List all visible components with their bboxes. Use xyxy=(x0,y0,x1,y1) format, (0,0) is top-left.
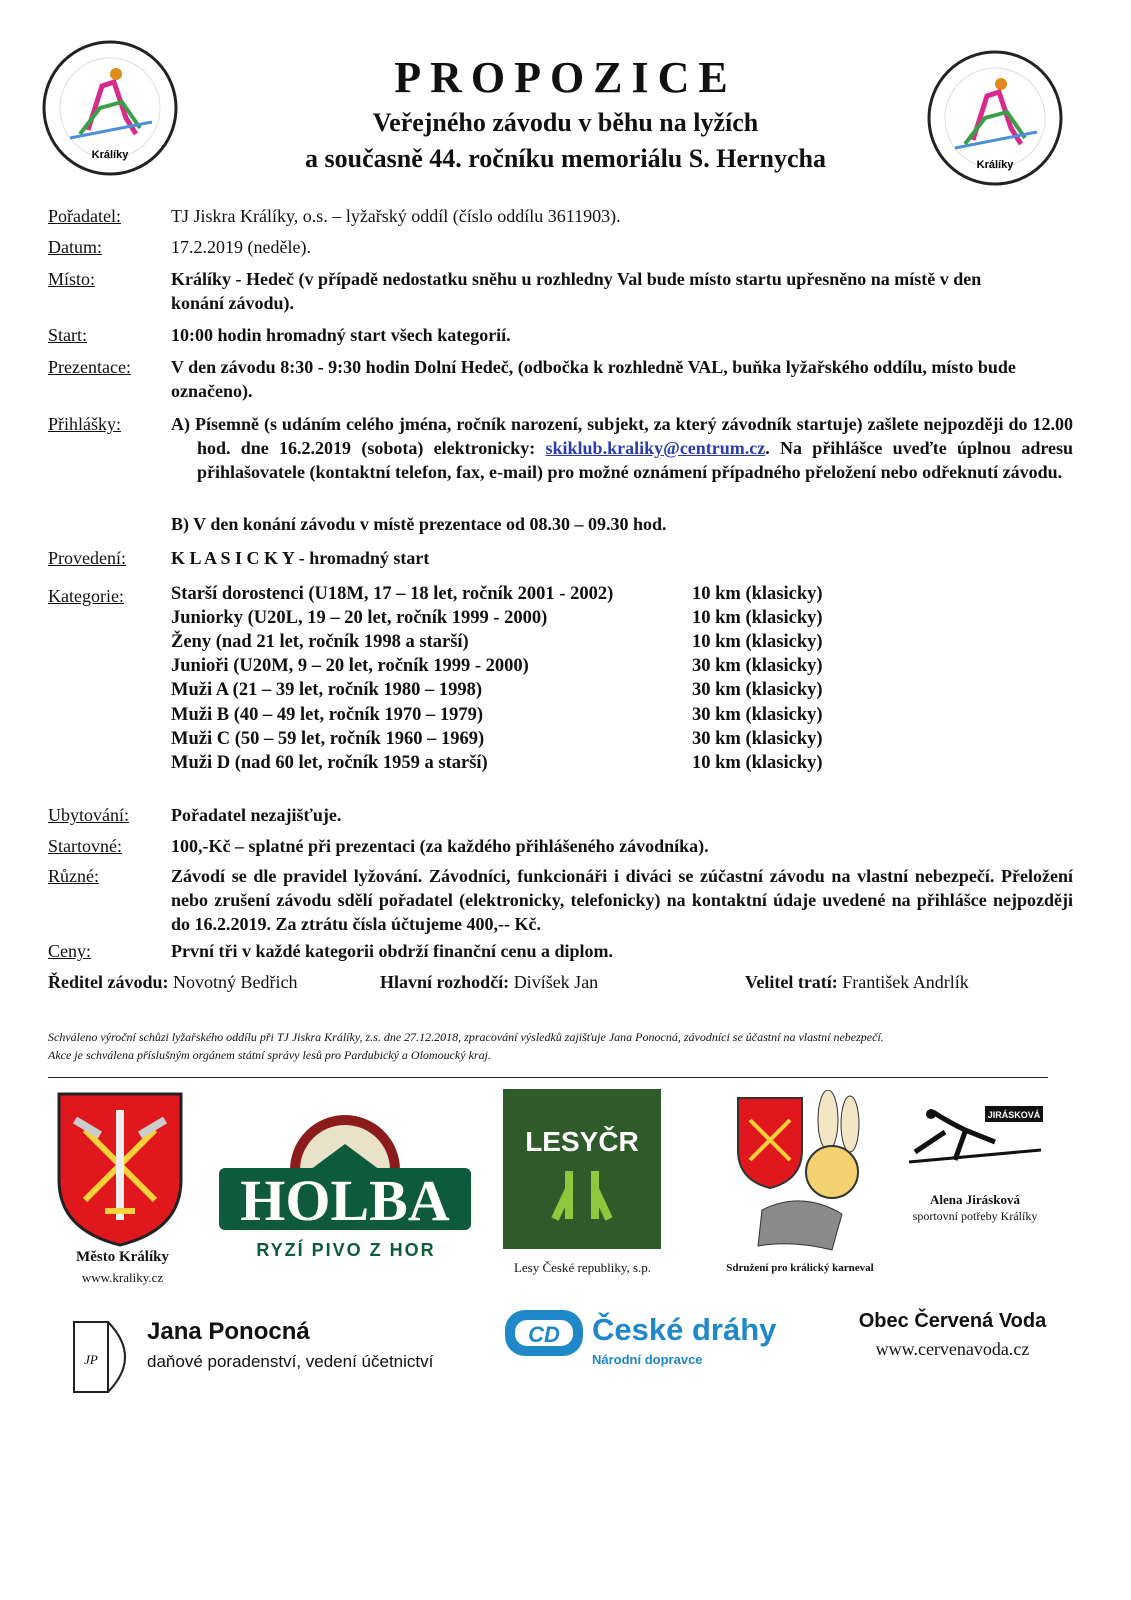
label-ubytovani: Ubytování: xyxy=(48,805,129,825)
category-name: Starší dorostenci (U18M, 17 – 18 let, ročník 2001 - 2002) xyxy=(171,584,614,604)
category-distance: 10 km (klasicky) xyxy=(692,608,823,628)
ceske-drahy-logo xyxy=(503,1306,585,1360)
obec-name: Obec Červená Voda xyxy=(858,1310,1047,1332)
category-name: Muži B (40 – 49 let, ročník 1970 – 1979) xyxy=(171,705,484,725)
mesto-web: www.kraliky.cz xyxy=(81,1270,164,1285)
category-name: Muži D (nad 60 let, ročník 1959 a starší) xyxy=(171,753,488,773)
footnote-line-1: Schváleno výroční schůzi lyžařského oddílu při TJ Jiskra Králíky, z.s. dne 27.12.2018, zpracování výsledků zajišťuje Jana Ponocná, závodníci se účastní na vlastní nebezpečí. xyxy=(48,1030,884,1044)
category-distance: 30 km (klasicky) xyxy=(692,656,823,676)
value-ubytovani: Pořadatel nezajišťuje. xyxy=(171,805,342,825)
divider xyxy=(48,1077,1048,1078)
category-name: Juniorky (U20L, 19 – 20 let, ročník 1999 - 2000) xyxy=(171,608,548,628)
label-misto: Místo: xyxy=(48,269,96,289)
karneval-caption: Sdružení pro králický karneval xyxy=(726,1262,874,1274)
category-name: Junioři (U20M, 9 – 20 let, ročník 1999 - 2000) xyxy=(171,656,529,676)
value-ceny: První tři v každé kategorii obdrží finanční cenu a diplom. xyxy=(171,941,614,961)
mesto-kraliky-shield xyxy=(55,1090,185,1248)
jiraskova-wordmark: JIRÁSKOVÁ xyxy=(987,1110,1041,1120)
svg-text:Králíky: Králíky xyxy=(976,159,1014,171)
value-prihlasky-a: A) Písemně (s udáním celého jména, ročník narození, subjekt, za který závodník startuje) zašlete nejpozději do 12.00 hod. dne 16.2.2019 (sobota) elektronicky: skiklub.kraliky@centrum.cz. Na přihlášce uveďte úplnou adresu přihlašovatele (kontaktní telefon, fax, e-mail) pro možné oznámení případného přeložení nebo odřeknutí závodu. xyxy=(171,414,1074,482)
subtitle-1: Veřejného závodu v běhu na lyžích xyxy=(372,108,759,137)
email-link[interactable]: skiklub.kraliky@centrum.cz xyxy=(545,438,766,458)
obec-web: www.cervenavoda.cz xyxy=(875,1339,1030,1359)
official-director: Ředitel závodu: Novotný Bedřich xyxy=(48,972,298,992)
category-distance: 10 km (klasicky) xyxy=(692,584,823,604)
cd-mark: CD xyxy=(528,1322,560,1347)
club-logo-city: Králíky xyxy=(91,149,129,161)
category-name: Ženy (nad 21 let, ročník 1998 a starší) xyxy=(171,632,469,652)
label-poradatel: Pořadatel: xyxy=(48,206,121,226)
value-ruzne: Závodí se dle pravidel lyžování. Závodníci, funkcionáři i diváci se zúčastní závodu na vlastní nebezpečí. Přeložení nebo zrušení závodu sdělí pořadatel (elektronicky, telefonicky) na kontaktní údaje uvedené na přihlášce nejpozději do 16.2.2019. Za ztrátu čísla účtujeme 400,-- Kč. xyxy=(171,866,1073,934)
label-provedeni: Provedení: xyxy=(48,548,126,568)
document-title: PROPOZICE xyxy=(394,53,737,102)
cd-desc: Národní dopravce xyxy=(592,1352,703,1367)
label-prihlasky: Přihlášky: xyxy=(48,414,122,434)
svg-text:®: ® xyxy=(461,1171,472,1187)
label-startovne: Startovné: xyxy=(48,836,122,856)
category-name: Muži C (50 – 59 let, ročník 1960 – 1969) xyxy=(171,729,485,749)
value-prezentace: V den závodu 8:30 - 9:30 hodin Dolní Hedeč, (odbočka k rozhledně VAL, buňka lyžařského oddílu, místo bude označeno). xyxy=(171,357,1016,401)
label-datum: Datum: xyxy=(48,237,102,257)
value-prihlasky-b: B) V den konání závodu v místě prezentace od 08.30 – 09.30 hod. xyxy=(171,514,667,534)
mesto-name: Město Králíky xyxy=(76,1249,169,1265)
value-poradatel: TJ Jiskra Králíky, o.s. – lyžařský oddíl (číslo oddílu 3611903). xyxy=(171,206,621,226)
category-distance: 30 km (klasicky) xyxy=(692,729,823,749)
holba-logo xyxy=(215,1092,477,1232)
official-referee: Hlavní rozhodčí: Divíšek Jan xyxy=(380,972,599,992)
value-startovne: 100,-Kč – splatné při prezentaci (za každého přihlášeného závodníka). xyxy=(171,836,709,856)
ponocna-name: Jana Ponocná xyxy=(147,1318,310,1345)
category-distance: 10 km (klasicky) xyxy=(692,753,823,773)
category-distance: 30 km (klasicky) xyxy=(692,705,823,725)
label-ruzne: Různé: xyxy=(48,866,99,886)
jiraskova-desc: sportovní potřeby Králíky xyxy=(912,1209,1038,1223)
footnote-line-2: Akce je schválena příslušným orgánem státní správy lesů pro Pardubický a Olomoucký kraj. xyxy=(48,1048,491,1062)
karneval-logo xyxy=(732,1090,870,1258)
jiraskova-logo xyxy=(905,1102,1045,1172)
ponocna-desc: daňové poradenství, vedení účetnictví xyxy=(147,1352,434,1371)
category-distance: 10 km (klasicky) xyxy=(692,632,823,652)
value-misto: Králíky - Hedeč (v případě nedostatku sněhu u rozhledny Val bude místo startu upřesněno na místě v den konání závodu). xyxy=(171,269,982,313)
label-prezentace: Prezentace: xyxy=(48,357,131,377)
ponocna-logo xyxy=(70,1318,142,1396)
label-ceny: Ceny: xyxy=(48,941,91,961)
label-start: Start: xyxy=(48,325,87,345)
category-name: Muži A (21 – 39 let, ročník 1980 – 1998) xyxy=(171,680,483,700)
label-kategorie: Kategorie: xyxy=(48,586,124,606)
ponocna-initials: JP xyxy=(84,1352,98,1367)
lesy-caption: Lesy České republiky, s.p. xyxy=(513,1260,652,1275)
official-track: Velitel tratí: František Andrlík xyxy=(745,972,969,992)
value-provedeni: K L A S I C K Y - hromadný start xyxy=(171,548,430,568)
holba-slogan: RYZÍ PIVO Z HOR xyxy=(256,1240,436,1260)
holba-wordmark: HOLBA xyxy=(240,1168,450,1232)
value-datum: 17.2.2019 (neděle). xyxy=(171,237,311,257)
lesy-wordmark: LESYČR xyxy=(525,1126,639,1157)
cd-name: České dráhy xyxy=(592,1312,777,1347)
lesy-cr-logo xyxy=(503,1089,661,1249)
value-start: 10:00 hodin hromadný start všech kategorií. xyxy=(171,325,511,345)
category-distance: 30 km (klasicky) xyxy=(692,680,823,700)
subtitle-2: a současně 44. ročníku memoriálu S. Hernycha xyxy=(305,144,826,173)
jiraskova-name: Alena Jirásková xyxy=(930,1192,1020,1207)
